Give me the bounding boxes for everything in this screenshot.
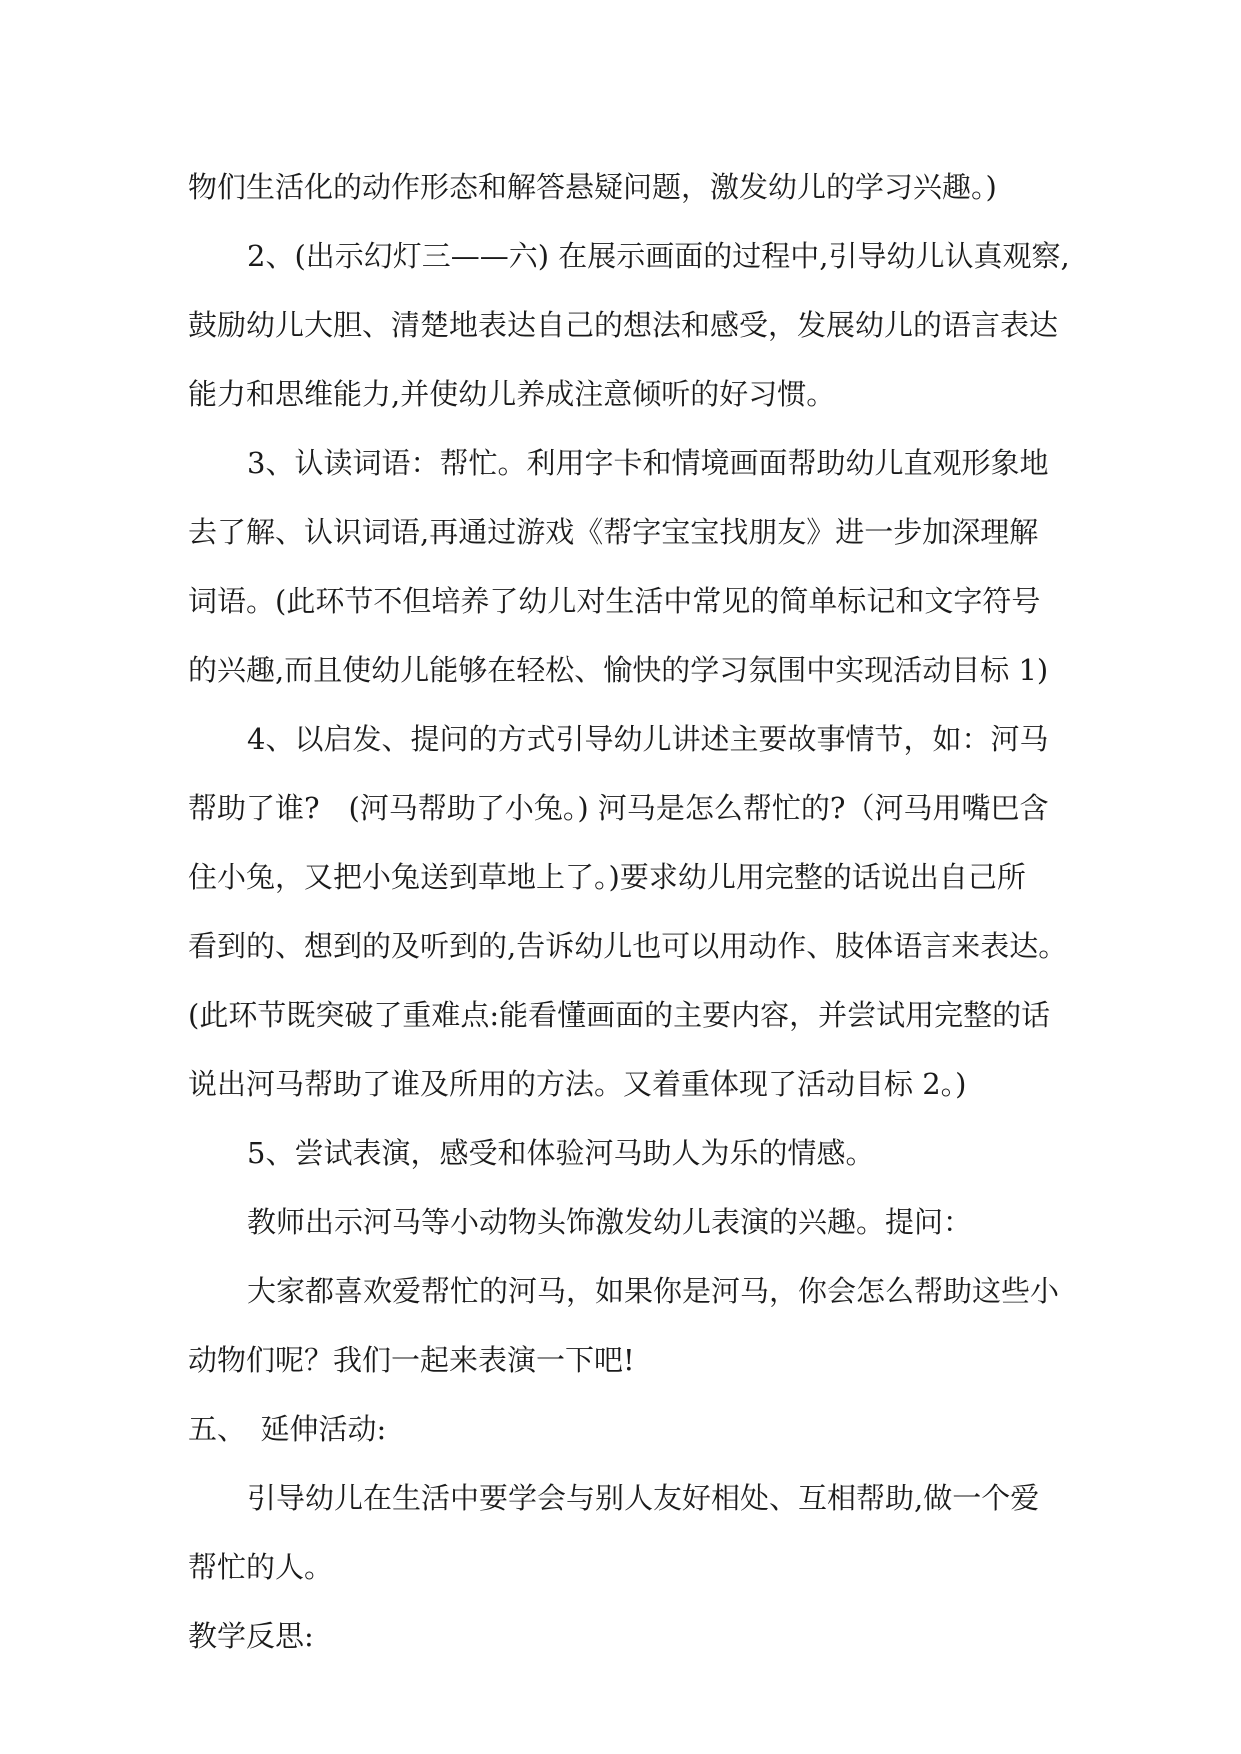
text-line: 说出河马帮助了谁及所用的方法。又着重体现了活动目标 2。)	[188, 1067, 967, 1101]
text-line: 5、尝试表演，感受和体验河马助人为乐的情感。	[247, 1136, 875, 1170]
text-line: 去了解、认识词语,再通过游戏《帮字宝宝找朋友》进一步加深理解	[188, 515, 1039, 549]
text-line: 帮忙的人。	[188, 1550, 334, 1584]
text-line: 3、认读词语：帮忙。利用字卡和情境画面帮助幼儿直观形象地	[247, 446, 1049, 480]
section-heading: 五、 延伸活动:	[188, 1412, 387, 1446]
text-line: 能力和思维能力,并使幼儿养成注意倾听的好习惯。	[188, 377, 836, 411]
text-line: 词语。(此环节不但培养了幼儿对生活中常见的简单标记和文字符号	[188, 584, 1041, 618]
text-line: 看到的、想到的及听到的,告诉幼儿也可以用动作、肢体语言来表达。	[188, 929, 1068, 963]
text-line: 帮助了谁? (河马帮助了小兔。) 河马是怎么帮忙的?（河马用嘴巴含	[188, 791, 1049, 825]
section-heading: 教学反思:	[188, 1619, 314, 1653]
text-line: 的兴趣,而且使幼儿能够在轻松、愉快的学习氛围中实现活动目标 1)	[188, 653, 1049, 687]
text-line: 住小兔，又把小兔送到草地上了。)要求幼儿用完整的话说出自己所	[188, 860, 1026, 894]
text-line: 教师出示河马等小动物头饰激发幼儿表演的兴趣。提问：	[247, 1205, 973, 1239]
text-line: 物们生活化的动作形态和解答悬疑问题，激发幼儿的学习兴趣。)	[188, 170, 997, 204]
text-line: 引导幼儿在生活中要学会与别人友好相处、互相帮助,做一个爱	[247, 1481, 1040, 1515]
text-line: 动物们呢？我们一起来表演一下吧!	[188, 1343, 635, 1377]
text-line: (此环节既突破了重难点:能看懂画面的主要内容，并尝试用完整的话	[188, 998, 1051, 1032]
text-line: 4、以启发、提问的方式引导幼儿讲述主要故事情节，如：河马	[247, 722, 1049, 756]
text-line: 大家都喜欢爱帮忙的河马，如果你是河马，你会怎么帮助这些小	[247, 1274, 1060, 1308]
text-line: 鼓励幼儿大胆、清楚地表达自己的想法和感受，发展幼儿的语言表达	[188, 308, 1059, 342]
text-line: 2、(出示幻灯三——六) 在展示画面的过程中,引导幼儿认真观察,	[247, 239, 1070, 273]
